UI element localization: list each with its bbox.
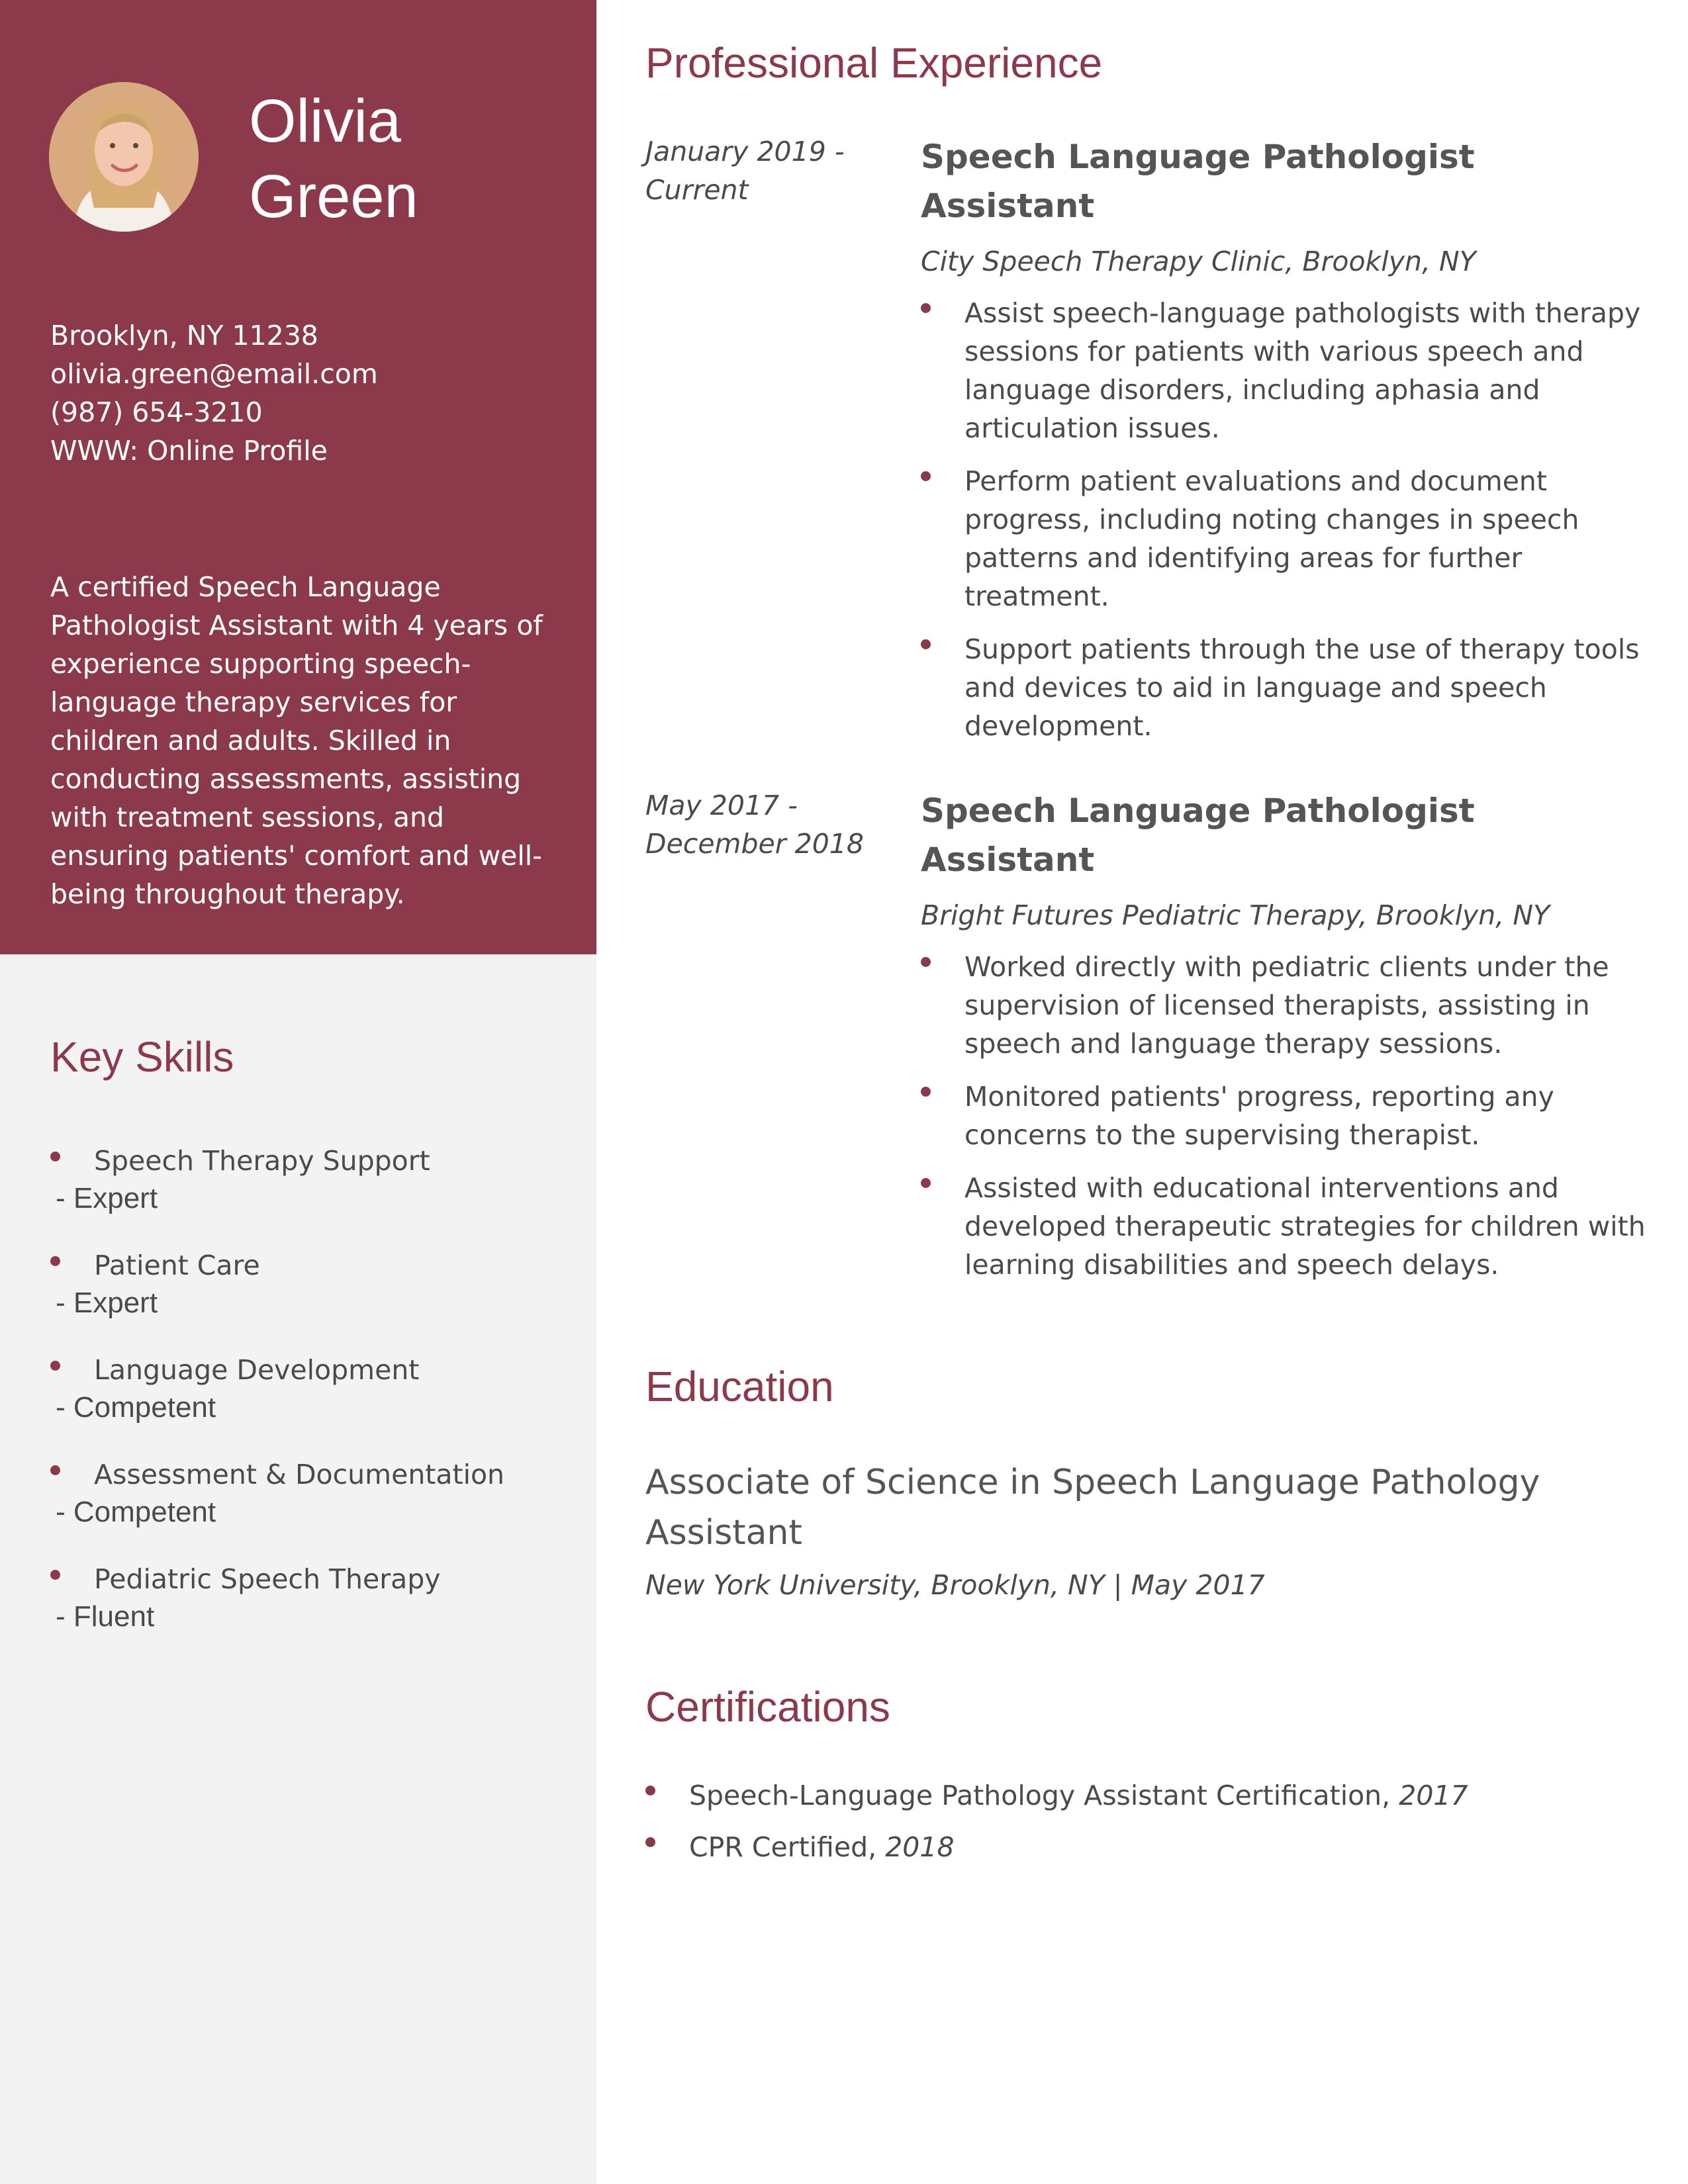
job-bullet xyxy=(921,462,1649,615)
skills-list xyxy=(50,1142,553,1664)
bullet-icon xyxy=(921,957,931,967)
bullet-icon xyxy=(50,1152,60,1161)
job-date: May 2017 - December 2018 xyxy=(645,790,864,860)
skills-heading: Key Skills xyxy=(50,1033,234,1081)
phone: (987) 654-3210 xyxy=(50,396,263,428)
bullet-icon xyxy=(921,639,931,649)
summary: A certified Speech Language Pathologist Assistant with 4 years of experience supporting speech-language therapy services for children and adults. Skilled in conducting assessments, assisting with treatment sessions, and ensuring patients' comfort and well-being throughout therapy. xyxy=(50,571,543,910)
certifications-heading: Certifications xyxy=(645,1683,890,1731)
job-bullets xyxy=(921,948,1649,1298)
job-company: Bright Futures Pediatric Therapy, Brooklyn, NY xyxy=(921,899,1550,931)
skill-item xyxy=(50,1142,553,1246)
experience-heading: Professional Experience xyxy=(645,39,1103,87)
skill-level: - Competent xyxy=(56,1496,216,1528)
skill-item xyxy=(50,1455,553,1560)
job-bullet-text: Support patients through the use of therapy tools and devices to aid in language and speech development. xyxy=(964,633,1640,742)
job-bullet xyxy=(921,294,1649,447)
bullet-icon xyxy=(645,1786,655,1796)
bullet-icon xyxy=(921,303,931,313)
job-bullet-text: Assisted with educational interventions and developed therapeutic strategies for children with learning disabilities and speech delays. xyxy=(964,1172,1646,1281)
first-name: Olivia xyxy=(249,87,402,155)
job-title: Speech Language Pathologist Assistant xyxy=(921,792,1475,879)
job-date: January 2019 - Current xyxy=(645,136,845,206)
skill-name: Language Development xyxy=(94,1354,420,1386)
skill-name: Assessment & Documentation xyxy=(94,1459,505,1490)
skill-level: - Expert xyxy=(56,1287,158,1319)
profile-panel xyxy=(0,0,596,954)
bullet-icon xyxy=(50,1361,60,1371)
bullet-icon xyxy=(921,1087,931,1097)
website-link[interactable]: WWW: Online Profile xyxy=(50,435,328,467)
job-bullet xyxy=(921,1077,1649,1154)
job-company: City Speech Therapy Clinic, Brooklyn, NY xyxy=(921,246,1476,277)
bullet-icon xyxy=(645,1837,655,1847)
last-name: Green xyxy=(249,163,418,230)
certification-name: Speech-Language Pathology Assistant Certification, xyxy=(689,1780,1399,1811)
job-bullet-text: Monitored patients' progress, reporting any concerns to the supervising therapist. xyxy=(964,1081,1554,1151)
skill-item xyxy=(50,1351,553,1455)
email-link[interactable]: olivia.green@email.com xyxy=(50,358,378,390)
skill-level: - Expert xyxy=(56,1182,158,1214)
job-bullets xyxy=(921,294,1649,760)
skill-item xyxy=(50,1246,553,1351)
avatar xyxy=(49,82,199,232)
person-photo-icon xyxy=(49,82,199,232)
certification-item xyxy=(645,1828,1638,1866)
skill-level: - Fluent xyxy=(56,1600,155,1633)
degree: Associate of Science in Speech Language Pathology Assistant xyxy=(645,1463,1540,1553)
job-bullet xyxy=(921,630,1649,745)
bullet-icon xyxy=(50,1570,60,1580)
certification-year: 2018 xyxy=(885,1831,955,1863)
skill-name: Speech Therapy Support xyxy=(94,1145,430,1177)
job-bullet xyxy=(921,1169,1649,1284)
education-heading: Education xyxy=(645,1363,834,1410)
skill-item xyxy=(50,1560,553,1664)
bullet-icon xyxy=(50,1256,60,1266)
job-bullet xyxy=(921,948,1649,1063)
contact-info xyxy=(50,316,567,470)
job-bullet-text: Perform patient evaluations and document progress, including noting changes in speech patterns and identifying areas for further treatment. xyxy=(964,465,1579,612)
certification-year: 2017 xyxy=(1399,1780,1468,1811)
job-title: Speech Language Pathologist Assistant xyxy=(921,138,1475,225)
certification-name: CPR Certified, xyxy=(689,1831,886,1863)
skill-name: Pediatric Speech Therapy xyxy=(94,1563,441,1595)
skill-level: - Competent xyxy=(56,1391,216,1424)
sidebar xyxy=(0,0,596,2184)
address: Brooklyn, NY 11238 xyxy=(50,320,318,351)
school: New York University, Brooklyn, NY | May 2017 xyxy=(645,1569,1265,1601)
bullet-icon xyxy=(921,471,931,481)
bullet-icon xyxy=(50,1465,60,1475)
skill-name: Patient Care xyxy=(94,1250,260,1281)
certification-item xyxy=(645,1776,1638,1815)
job-bullet-text: Worked directly with pediatric clients under the supervision of licensed therapists, assisting in speech and language therapy sessions. xyxy=(964,951,1609,1060)
job-bullet-text: Assist speech-language pathologists with therapy sessions for patients with various speech and language disorders, including aphasia and articulation issues. xyxy=(964,297,1641,444)
certifications-list xyxy=(645,1776,1638,1880)
bullet-icon xyxy=(921,1178,931,1188)
candidate-name xyxy=(249,83,580,234)
